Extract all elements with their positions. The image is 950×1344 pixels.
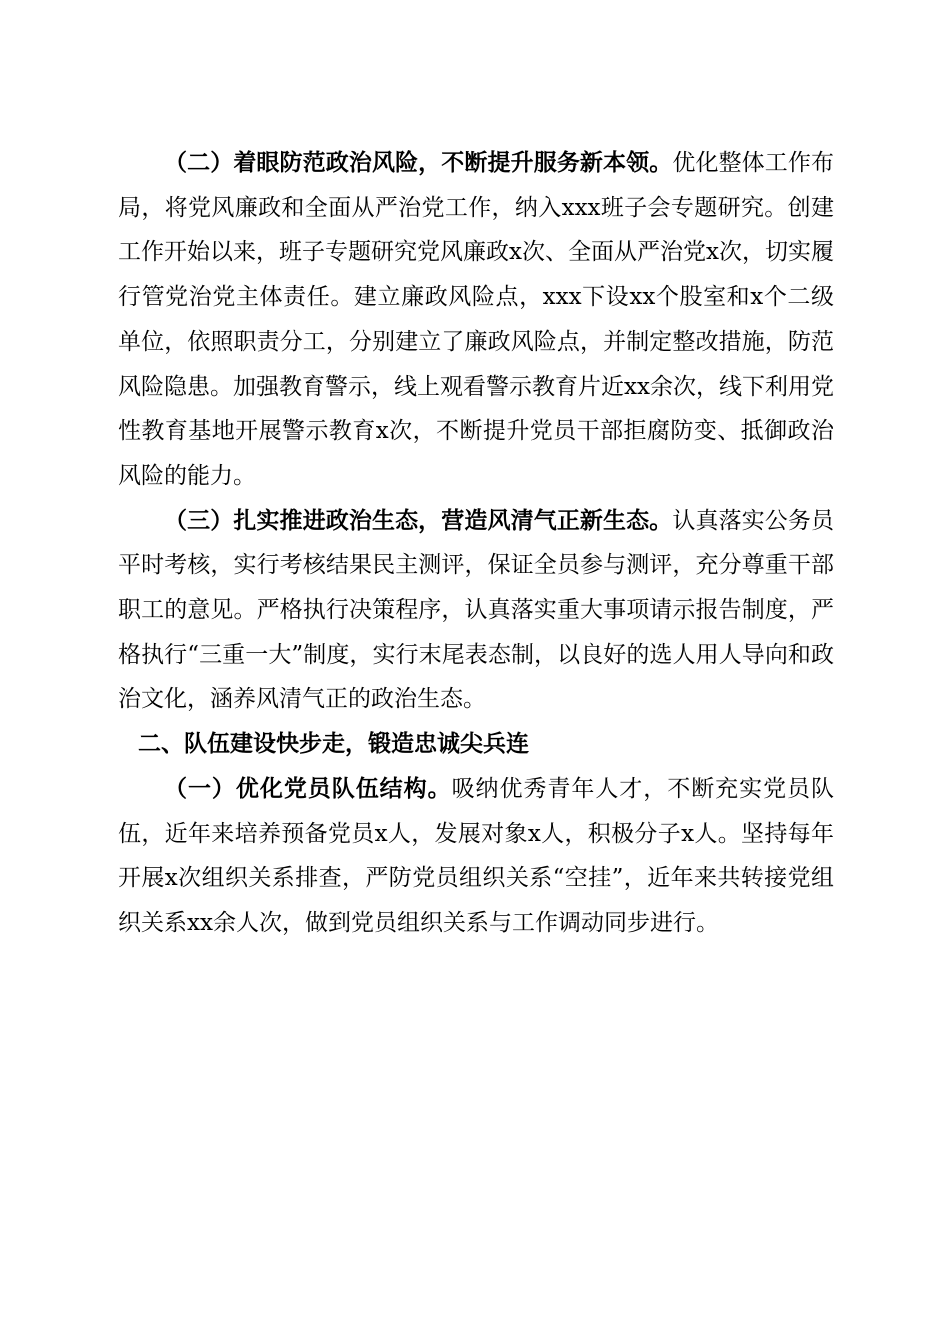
paragraph-subsection-1	[118, 767, 834, 946]
paragraph-section-3	[118, 499, 834, 723]
document-body	[118, 141, 834, 946]
paragraph-text: 优化整体工作布局，将党风廉政和全面从严治党工作，纳入xxx班子会专题研究。创建工作开始以来，班子专题研究党风廉政x次、全面从严治党x次，切实履行管党治党主体责任。建立廉政风险点，xxx下设xx个股室和x个二级单位，依照职责分工，分别建立了廉政风险点，并制定整改措施，防范风险隐患。加强教育警示，线上观看警示教育片近xx余次，线下利用党性教育基地开展警示教育x次，不断提升党员干部拒腐防变、抵御政治风险的能力。	[118, 150, 835, 489]
paragraph-lead: （一）优化党员队伍结构。	[164, 775, 452, 802]
paragraph-section-2	[118, 141, 834, 499]
paragraph-text: 认真落实公务员平时考核，实行考核结果民主测评，保证全员参与测评，充分尊重干部职工的意见。严格执行决策程序，认真落实重大事项请示报告制度，严格执行“三重一大”制度，实行末尾表态制，以良好的选人用人导向和政治文化，涵养风清气正的政治生态。	[118, 507, 835, 713]
paragraph-text: 吸纳优秀青年人才，不断充实党员队伍，近年来培养预备党员x人，发展对象x人，积极分子x人。坚持每年开展x次组织关系排查，严防党员组织关系“空挂”，近年来共转接党组织关系xx余人次，做到党员组织关系与工作调动同步进行。	[118, 775, 835, 936]
paragraph-lead: （三）扎实推进政治生态，营造风清气正新生态。	[164, 507, 673, 534]
paragraph-lead: （二）着眼防范政治风险，不断提升服务新本领。	[164, 150, 673, 176]
section-heading: 二、队伍建设快步走，锻造忠诚尖兵连	[138, 731, 529, 758]
